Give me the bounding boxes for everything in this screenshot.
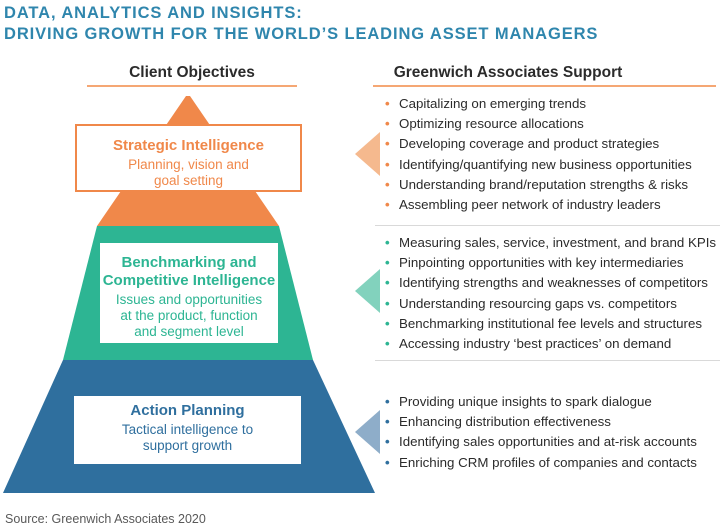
support-item — [385, 392, 697, 412]
bullet-dot: • — [385, 136, 390, 152]
bullet-dot: • — [385, 255, 390, 271]
support-item — [385, 155, 692, 175]
support-item-text: Understanding brand/reputation strengths & risks — [399, 176, 688, 192]
bullet-dot: • — [385, 176, 390, 192]
pointer-arrow-strategic — [355, 132, 380, 176]
support-list-action — [385, 392, 697, 473]
support-item-text: Benchmarking institutional fee levels and structures — [399, 315, 703, 331]
bullet-dot: • — [385, 275, 390, 291]
tier-subtitle-action-line2: support growth — [142, 438, 233, 453]
support-list-benchmarking — [385, 233, 716, 354]
chart-title-line1: DATA, ANALYTICS AND INSIGHTS: — [4, 4, 303, 22]
column-header-client-objectives: Client Objectives — [129, 64, 255, 81]
support-item — [385, 294, 716, 314]
support-item — [385, 334, 716, 354]
support-item-text: Understanding resourcing gaps vs. competitors — [399, 295, 677, 311]
bullet-dot: • — [385, 295, 390, 311]
support-item-text: Providing unique insights to spark dialogue — [399, 394, 652, 409]
support-item-text: Enriching CRM profiles of companies and contacts — [399, 454, 697, 470]
pointer-arrow-benchmarking — [355, 269, 380, 313]
support-item — [385, 314, 716, 334]
tier-title-benchmarking-line2: Competitive Intelligence — [102, 272, 276, 289]
support-item-text: Optimizing resource allocations — [399, 116, 584, 132]
support-item-text: Accessing industry ‘best practices’ on demand — [399, 336, 672, 352]
support-item — [385, 273, 716, 293]
column-header-greenwich-support: Greenwich Associates Support — [393, 64, 623, 81]
source-note: Source: Greenwich Associates 2020 — [5, 512, 206, 526]
tier-label-action — [74, 396, 301, 464]
support-item — [385, 195, 692, 215]
chart-title-line2: DRIVING GROWTH FOR THE WORLD’S LEADING ASSET MANAGERS — [4, 25, 599, 43]
support-item-text: Developing coverage and product strategies — [399, 136, 660, 152]
pointer-arrow-action — [355, 410, 380, 454]
bullet-dot: • — [385, 235, 390, 250]
support-item-text: Measuring sales, service, investment, and brand KPIs — [399, 235, 717, 250]
bullet-dot: • — [385, 454, 390, 470]
tier-title-strategic: Strategic Intelligence — [113, 137, 264, 154]
support-item — [385, 134, 692, 154]
bullet-dot: • — [385, 197, 390, 213]
bullet-dot: • — [385, 156, 390, 172]
bullet-dot: • — [385, 315, 390, 331]
support-item-text: Enhancing distribution effectiveness — [399, 414, 611, 430]
bullet-dot: • — [385, 336, 390, 352]
support-item — [385, 114, 692, 134]
support-item — [385, 412, 697, 432]
bullet-dot: • — [385, 96, 390, 111]
tier-title-benchmarking-line1: Benchmarking and — [121, 254, 257, 271]
bullet-dot: • — [385, 414, 390, 430]
support-item — [385, 94, 692, 114]
tier-subtitle-benchmarking-line1: Issues and opportunities — [115, 292, 263, 307]
tier-subtitle-benchmarking-line3: and segment level — [134, 324, 244, 339]
support-item — [385, 233, 716, 253]
tier-subtitle-strategic-line1: Planning, vision and — [128, 157, 249, 172]
support-item — [385, 453, 697, 473]
support-item-text: Identifying strengths and weaknesses of competitors — [399, 275, 708, 291]
support-item-text: Pinpointing opportunities with key intermediaries — [399, 255, 684, 271]
support-item-text: Identifying/quantifying new business opportunities — [399, 156, 692, 172]
support-item — [385, 175, 692, 195]
support-item-text: Assembling peer network of industry leaders — [399, 197, 661, 213]
tier-title-action: Action Planning — [130, 402, 245, 419]
bullet-dot: • — [385, 394, 390, 409]
bullet-dot: • — [385, 116, 390, 132]
tier-label-benchmarking — [100, 243, 278, 343]
support-list-strategic — [385, 94, 692, 215]
support-item-text: Capitalizing on emerging trends — [399, 96, 587, 111]
bullet-dot: • — [385, 434, 390, 450]
tier-label-strategic — [75, 124, 302, 192]
support-item — [385, 253, 716, 273]
support-item — [385, 432, 697, 452]
tier-subtitle-action-line1: Tactical intelligence to — [121, 422, 254, 437]
tier-subtitle-strategic-line2: goal setting — [153, 173, 224, 188]
tier-subtitle-benchmarking-line2: at the product, function — [120, 308, 258, 323]
support-item-text: Identifying sales opportunities and at-risk accounts — [399, 434, 697, 450]
